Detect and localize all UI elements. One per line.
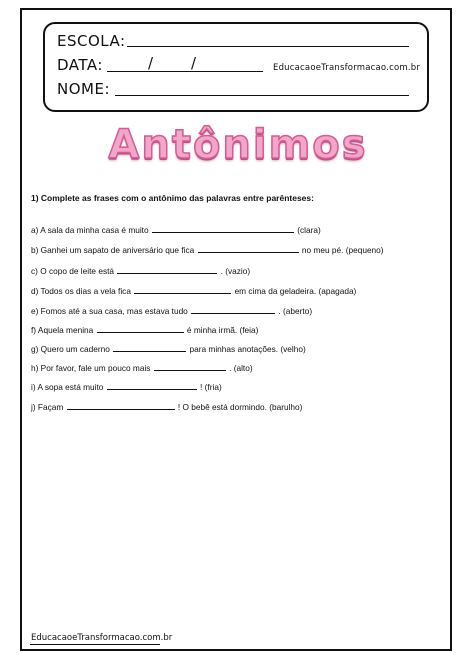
date-label: DATA: <box>57 56 103 74</box>
exercise-item <box>31 243 384 255</box>
exercise-text-before: d) Todos os dias a vela fica <box>31 286 131 296</box>
answer-blank[interactable] <box>67 400 175 410</box>
page-title: Antônimos <box>108 122 368 168</box>
answer-blank[interactable] <box>152 223 294 233</box>
answer-blank[interactable] <box>117 264 217 274</box>
exercise-text-before: j) Façam <box>31 402 64 412</box>
school-label: ESCOLA: <box>57 32 126 50</box>
exercise-text-before: a) A sala da minha casa é muito <box>31 225 149 235</box>
exercise-item <box>31 264 250 276</box>
exercise-text-before: i) A sopa está muito <box>31 382 104 392</box>
exercise-item <box>31 361 253 373</box>
footer-site: EducacaoeTransformacao.com.br <box>31 633 173 643</box>
school-line <box>127 46 409 47</box>
exercise-text-after: (clara) <box>297 225 321 235</box>
exercise-text-after: . (aberto) <box>278 306 313 316</box>
site-name: EducacaoeTransformacao.com.br <box>273 63 421 73</box>
footer-line <box>30 644 160 645</box>
answer-blank[interactable] <box>198 243 299 253</box>
student-info-box <box>43 22 429 112</box>
exercise-text-after: em cima da geladeira. (apagada) <box>234 286 357 296</box>
worksheet-page <box>20 8 452 651</box>
exercise-item <box>31 284 356 296</box>
exercise-text-before: f) Aquela menina <box>31 325 94 335</box>
name-line <box>115 95 409 96</box>
answer-blank[interactable] <box>113 342 186 352</box>
answer-blank[interactable] <box>134 284 231 294</box>
exercise-item <box>31 400 302 412</box>
exercise-text-before: c) O copo de leite está <box>31 266 115 276</box>
date-line <box>107 71 263 72</box>
exercise-item <box>31 223 321 235</box>
exercise-text-after: . (alto) <box>229 363 253 373</box>
exercise-text-after: no meu pé. (pequeno) <box>301 245 384 255</box>
exercise-item <box>31 304 312 316</box>
answer-blank[interactable] <box>107 380 197 390</box>
exercise-text-after: ! (fria) <box>200 382 222 392</box>
exercise-item <box>31 342 306 354</box>
answer-blank[interactable] <box>154 361 226 371</box>
date-slash: / <box>148 54 154 72</box>
exercise-item <box>31 380 222 392</box>
exercise-text-after: é minha irmã. (feia) <box>186 325 259 335</box>
exercise-text-after: ! O bebê está dormindo. (barulho) <box>177 402 303 412</box>
answer-blank[interactable] <box>191 304 275 314</box>
question-heading: 1) Complete as frases com o antônimo das palavras entre parênteses: <box>31 193 314 203</box>
exercise-text-before: b) Ganhei um sapato de aniversário que fica <box>31 245 195 255</box>
date-slash: / <box>191 54 197 72</box>
exercise-item <box>31 323 258 335</box>
exercise-text-before: g) Quero um caderno <box>31 344 110 354</box>
answer-blank[interactable] <box>97 323 184 333</box>
exercise-text-after: . (vazio) <box>220 266 251 276</box>
exercise-text-after: para minhas anotações. (velho) <box>189 344 306 354</box>
name-label: NOME: <box>57 80 111 98</box>
exercise-text-before: e) Fomos até a sua casa, mas estava tudo <box>31 306 188 316</box>
exercise-text-before: h) Por favor, fale um pouco mais <box>31 363 151 373</box>
